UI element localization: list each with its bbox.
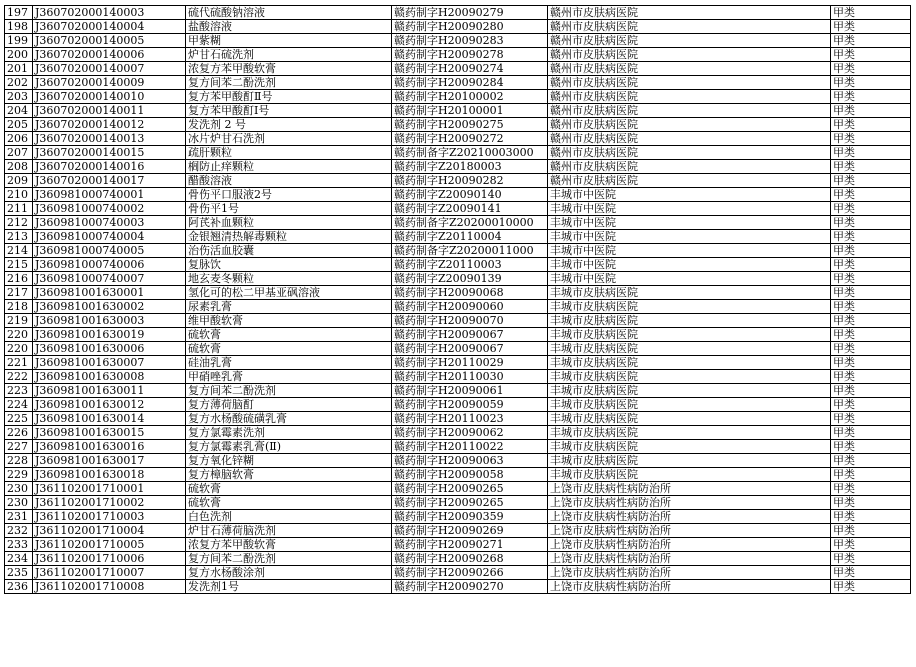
- approval-number-cell: 赣药制字H20090068: [392, 286, 548, 300]
- drug-name-cell: 地玄麦冬颗粒: [186, 272, 392, 286]
- approval-number-cell: 赣药制字H20090268: [392, 552, 548, 566]
- drug-name-cell: 甲紫糊: [186, 34, 392, 48]
- table-row: [5, 370, 911, 384]
- institution-cell: 丰城市皮肤病医院: [548, 314, 831, 328]
- table-row: [5, 258, 911, 272]
- table-row: [5, 34, 911, 48]
- approval-number-cell: 赣药制字H20100002: [392, 90, 548, 104]
- approval-number-cell: 赣药制字H20090059: [392, 398, 548, 412]
- row-number-cell: 234: [5, 552, 33, 566]
- approval-number-cell: 赣药制字H20090063: [392, 454, 548, 468]
- row-number-cell: 224: [5, 398, 33, 412]
- drug-name-cell: 骨伤平1号: [186, 202, 392, 216]
- approval-number-cell: 赣药制字H20090060: [392, 300, 548, 314]
- code-cell: J361102001710002: [33, 496, 186, 510]
- approval-number-cell: 赣药制字H20090359: [392, 510, 548, 524]
- institution-cell: 赣州市皮肤病医院: [548, 104, 831, 118]
- category-cell: 甲类: [831, 510, 911, 524]
- code-cell: J360981000740003: [33, 216, 186, 230]
- institution-cell: 丰城市皮肤病医院: [548, 398, 831, 412]
- drug-name-cell: 骨伤平口服液2号: [186, 188, 392, 202]
- category-cell: 甲类: [831, 482, 911, 496]
- drug-name-cell: 硫软膏: [186, 496, 392, 510]
- category-cell: 甲类: [831, 216, 911, 230]
- code-cell: J361102001710004: [33, 524, 186, 538]
- drug-name-cell: 硅油乳膏: [186, 356, 392, 370]
- row-number-cell: 225: [5, 412, 33, 426]
- category-cell: 甲类: [831, 426, 911, 440]
- drug-name-cell: 阿芪补血颗粒: [186, 216, 392, 230]
- drug-name-cell: 金银翘清热解毒颗粒: [186, 230, 392, 244]
- institution-cell: 上饶市皮肤病性病防治所: [548, 510, 831, 524]
- drug-name-cell: 复方苯甲酸酊Ⅱ号: [186, 90, 392, 104]
- table-row: [5, 454, 911, 468]
- code-cell: J360981001630008: [33, 370, 186, 384]
- institution-cell: 丰城市皮肤病医院: [548, 426, 831, 440]
- code-cell: J360702000140004: [33, 20, 186, 34]
- institution-cell: 丰城市皮肤病医院: [548, 286, 831, 300]
- row-number-cell: 233: [5, 538, 33, 552]
- drug-name-cell: 炉甘石硫洗剂: [186, 48, 392, 62]
- drug-name-cell: 醋酸溶液: [186, 174, 392, 188]
- institution-cell: 丰城市中医院: [548, 188, 831, 202]
- institution-cell: 赣州市皮肤病医院: [548, 90, 831, 104]
- row-number-cell: 214: [5, 244, 33, 258]
- drug-name-cell: 硫软膏: [186, 342, 392, 356]
- table-row: [5, 146, 911, 160]
- row-number-cell: 203: [5, 90, 33, 104]
- table-row: [5, 328, 911, 342]
- category-cell: 甲类: [831, 244, 911, 258]
- table-row: [5, 426, 911, 440]
- table-row: [5, 132, 911, 146]
- row-number-cell: 206: [5, 132, 33, 146]
- row-number-cell: 228: [5, 454, 33, 468]
- category-cell: 甲类: [831, 48, 911, 62]
- code-cell: J360702000140011: [33, 104, 186, 118]
- drug-name-cell: 白色洗剂: [186, 510, 392, 524]
- drug-name-cell: 复方氯霉素乳膏(Ⅱ): [186, 440, 392, 454]
- row-number-cell: 219: [5, 314, 33, 328]
- drug-list-table: [4, 5, 911, 594]
- approval-number-cell: 赣药制字H20090282: [392, 174, 548, 188]
- drug-name-cell: 硫代硫酸钠溶液: [186, 6, 392, 20]
- category-cell: 甲类: [831, 314, 911, 328]
- drug-name-cell: 尿素乳膏: [186, 300, 392, 314]
- category-cell: 甲类: [831, 258, 911, 272]
- code-cell: J360981001630012: [33, 398, 186, 412]
- category-cell: 甲类: [831, 454, 911, 468]
- approval-number-cell: 赣药制字H20090067: [392, 328, 548, 342]
- table-row: [5, 440, 911, 454]
- table-row: [5, 384, 911, 398]
- row-number-cell: 200: [5, 48, 33, 62]
- institution-cell: 赣州市皮肤病医院: [548, 20, 831, 34]
- drug-name-cell: 复方水杨酸硫磺乳膏: [186, 412, 392, 426]
- row-number-cell: 230: [5, 482, 33, 496]
- row-number-cell: 205: [5, 118, 33, 132]
- drug-name-cell: 复方薄荷脑酊: [186, 398, 392, 412]
- row-number-cell: 211: [5, 202, 33, 216]
- institution-cell: 丰城市皮肤病医院: [548, 468, 831, 482]
- code-cell: J360702000140006: [33, 48, 186, 62]
- approval-number-cell: 赣药制字H20090061: [392, 384, 548, 398]
- table-row: [5, 202, 911, 216]
- category-cell: 甲类: [831, 440, 911, 454]
- table-row: [5, 496, 911, 510]
- code-cell: J360981000740001: [33, 188, 186, 202]
- row-number-cell: 230: [5, 496, 33, 510]
- category-cell: 甲类: [831, 62, 911, 76]
- table-row: [5, 272, 911, 286]
- category-cell: 甲类: [831, 146, 911, 160]
- row-number-cell: 235: [5, 566, 33, 580]
- institution-cell: 赣州市皮肤病医院: [548, 76, 831, 90]
- table-row: [5, 356, 911, 370]
- category-cell: 甲类: [831, 272, 911, 286]
- category-cell: 甲类: [831, 188, 911, 202]
- table-row: [5, 62, 911, 76]
- category-cell: 甲类: [831, 90, 911, 104]
- code-cell: J360981000740005: [33, 244, 186, 258]
- drug-name-cell: 硫软膏: [186, 328, 392, 342]
- drug-name-cell: 复方氯霉素洗剂: [186, 426, 392, 440]
- code-cell: J361102001710006: [33, 552, 186, 566]
- table-row: [5, 104, 911, 118]
- row-number-cell: 198: [5, 20, 33, 34]
- table-row: [5, 20, 911, 34]
- institution-cell: 丰城市皮肤病医院: [548, 440, 831, 454]
- drug-name-cell: 维甲酸软膏: [186, 314, 392, 328]
- drug-name-cell: 复方氧化锌糊: [186, 454, 392, 468]
- approval-number-cell: 赣药制备字Z20210003000: [392, 146, 548, 160]
- code-cell: J360702000140017: [33, 174, 186, 188]
- row-number-cell: 236: [5, 580, 33, 594]
- approval-number-cell: 赣药制字H20090280: [392, 20, 548, 34]
- table-row: [5, 342, 911, 356]
- row-number-cell: 201: [5, 62, 33, 76]
- approval-number-cell: 赣药制字H20090278: [392, 48, 548, 62]
- drug-name-cell: 疏肝颗粒: [186, 146, 392, 160]
- category-cell: 甲类: [831, 566, 911, 580]
- code-cell: J360702000140013: [33, 132, 186, 146]
- institution-cell: 丰城市皮肤病医院: [548, 384, 831, 398]
- drug-name-cell: 浓复方苯甲酸软膏: [186, 62, 392, 76]
- drug-name-cell: 浓复方苯甲酸软膏: [186, 538, 392, 552]
- table-row: [5, 398, 911, 412]
- code-cell: J360702000140012: [33, 118, 186, 132]
- row-number-cell: 197: [5, 6, 33, 20]
- category-cell: 甲类: [831, 496, 911, 510]
- category-cell: 甲类: [831, 580, 911, 594]
- drug-name-cell: 盐酸溶液: [186, 20, 392, 34]
- category-cell: 甲类: [831, 104, 911, 118]
- drug-name-cell: 复方间苯二酚洗剂: [186, 76, 392, 90]
- approval-number-cell: 赣药制字H20090265: [392, 482, 548, 496]
- approval-number-cell: 赣药制字H20090266: [392, 566, 548, 580]
- approval-number-cell: 赣药制备字Z20200011000: [392, 244, 548, 258]
- approval-number-cell: 赣药制字H20090283: [392, 34, 548, 48]
- drug-name-cell: 氢化可的松二甲基亚砜溶液: [186, 286, 392, 300]
- code-cell: J360702000140016: [33, 160, 186, 174]
- code-cell: J360981001630011: [33, 384, 186, 398]
- code-cell: J360981001630014: [33, 412, 186, 426]
- institution-cell: 赣州市皮肤病医院: [548, 34, 831, 48]
- institution-cell: 上饶市皮肤病性病防治所: [548, 524, 831, 538]
- institution-cell: 上饶市皮肤病性病防治所: [548, 496, 831, 510]
- category-cell: 甲类: [831, 160, 911, 174]
- code-cell: J360981001630019: [33, 328, 186, 342]
- code-cell: J360702000140010: [33, 90, 186, 104]
- approval-number-cell: 赣药制字H20110029: [392, 356, 548, 370]
- drug-name-cell: 复脉饮: [186, 258, 392, 272]
- category-cell: 甲类: [831, 384, 911, 398]
- approval-number-cell: 赣药制字H20110022: [392, 440, 548, 454]
- code-cell: J360981001630018: [33, 468, 186, 482]
- approval-number-cell: 赣药制字Z20110003: [392, 258, 548, 272]
- table-body: [5, 6, 911, 594]
- table-row: [5, 552, 911, 566]
- drug-name-cell: 冰片炉甘石洗剂: [186, 132, 392, 146]
- code-cell: J360981000740006: [33, 258, 186, 272]
- table-row: [5, 6, 911, 20]
- approval-number-cell: 赣药制字H20110030: [392, 370, 548, 384]
- table-row: [5, 230, 911, 244]
- institution-cell: 赣州市皮肤病医院: [548, 132, 831, 146]
- approval-number-cell: 赣药制字H20090279: [392, 6, 548, 20]
- category-cell: 甲类: [831, 202, 911, 216]
- row-number-cell: 222: [5, 370, 33, 384]
- category-cell: 甲类: [831, 552, 911, 566]
- table-row: [5, 244, 911, 258]
- approval-number-cell: 赣药制字Z20180003: [392, 160, 548, 174]
- approval-number-cell: 赣药制字H20090284: [392, 76, 548, 90]
- drug-name-cell: 复方间苯二酚洗剂: [186, 384, 392, 398]
- drug-name-cell: 复方间苯二酚洗剂: [186, 552, 392, 566]
- row-number-cell: 207: [5, 146, 33, 160]
- category-cell: 甲类: [831, 370, 911, 384]
- institution-cell: 丰城市中医院: [548, 202, 831, 216]
- approval-number-cell: 赣药制字H20090271: [392, 538, 548, 552]
- drug-name-cell: 发洗剂 2 号: [186, 118, 392, 132]
- drug-name-cell: 复方水杨酸涂剂: [186, 566, 392, 580]
- institution-cell: 丰城市中医院: [548, 244, 831, 258]
- approval-number-cell: 赣药制字H20100001: [392, 104, 548, 118]
- institution-cell: 丰城市中医院: [548, 230, 831, 244]
- code-cell: J361102001710008: [33, 580, 186, 594]
- category-cell: 甲类: [831, 34, 911, 48]
- institution-cell: 丰城市中医院: [548, 272, 831, 286]
- code-cell: J360981001630017: [33, 454, 186, 468]
- table-row: [5, 160, 911, 174]
- table-row: [5, 188, 911, 202]
- drug-name-cell: 榈防止痒颗粒: [186, 160, 392, 174]
- table-row: [5, 580, 911, 594]
- row-number-cell: 212: [5, 216, 33, 230]
- approval-number-cell: 赣药制字H20090274: [392, 62, 548, 76]
- code-cell: J360981000740007: [33, 272, 186, 286]
- table-row: [5, 412, 911, 426]
- institution-cell: 赣州市皮肤病医院: [548, 174, 831, 188]
- code-cell: J360702000140007: [33, 62, 186, 76]
- institution-cell: 丰城市皮肤病医院: [548, 328, 831, 342]
- code-cell: J360702000140003: [33, 6, 186, 20]
- institution-cell: 上饶市皮肤病性病防治所: [548, 552, 831, 566]
- approval-number-cell: 赣药制字H20090070: [392, 314, 548, 328]
- institution-cell: 丰城市中医院: [548, 216, 831, 230]
- row-number-cell: 217: [5, 286, 33, 300]
- row-number-cell: 229: [5, 468, 33, 482]
- table-row: [5, 174, 911, 188]
- institution-cell: 上饶市皮肤病性病防治所: [548, 538, 831, 552]
- category-cell: 甲类: [831, 76, 911, 90]
- table-row: [5, 468, 911, 482]
- row-number-cell: 215: [5, 258, 33, 272]
- row-number-cell: 220: [5, 342, 33, 356]
- drug-name-cell: 炉甘石薄荷脑洗剂: [186, 524, 392, 538]
- table-row: [5, 216, 911, 230]
- table-row: [5, 482, 911, 496]
- drug-name-cell: 甲硝唑乳膏: [186, 370, 392, 384]
- code-cell: J360981001630001: [33, 286, 186, 300]
- code-cell: J361102001710003: [33, 510, 186, 524]
- institution-cell: 丰城市中医院: [548, 258, 831, 272]
- table-row: [5, 286, 911, 300]
- category-cell: 甲类: [831, 468, 911, 482]
- institution-cell: 丰城市皮肤病医院: [548, 300, 831, 314]
- code-cell: J360981001630007: [33, 356, 186, 370]
- institution-cell: 丰城市皮肤病医院: [548, 356, 831, 370]
- institution-cell: 赣州市皮肤病医院: [548, 146, 831, 160]
- approval-number-cell: 赣药制字Z20090139: [392, 272, 548, 286]
- code-cell: J360981001630003: [33, 314, 186, 328]
- code-cell: J360981001630002: [33, 300, 186, 314]
- category-cell: 甲类: [831, 6, 911, 20]
- table-row: [5, 90, 911, 104]
- institution-cell: 丰城市皮肤病医院: [548, 370, 831, 384]
- approval-number-cell: 赣药制字H20090067: [392, 342, 548, 356]
- category-cell: 甲类: [831, 524, 911, 538]
- row-number-cell: 213: [5, 230, 33, 244]
- category-cell: 甲类: [831, 300, 911, 314]
- approval-number-cell: 赣药制字H20090062: [392, 426, 548, 440]
- institution-cell: 丰城市皮肤病医院: [548, 412, 831, 426]
- row-number-cell: 221: [5, 356, 33, 370]
- row-number-cell: 226: [5, 426, 33, 440]
- approval-number-cell: 赣药制字H20090272: [392, 132, 548, 146]
- institution-cell: 赣州市皮肤病医院: [548, 6, 831, 20]
- row-number-cell: 208: [5, 160, 33, 174]
- institution-cell: 上饶市皮肤病性病防治所: [548, 482, 831, 496]
- category-cell: 甲类: [831, 412, 911, 426]
- code-cell: J360981001630015: [33, 426, 186, 440]
- row-number-cell: 218: [5, 300, 33, 314]
- code-cell: J361102001710007: [33, 566, 186, 580]
- institution-cell: 赣州市皮肤病医院: [548, 62, 831, 76]
- row-number-cell: 204: [5, 104, 33, 118]
- table-row: [5, 300, 911, 314]
- row-number-cell: 202: [5, 76, 33, 90]
- table-row: [5, 566, 911, 580]
- code-cell: J360981001630006: [33, 342, 186, 356]
- drug-name-cell: 硫软膏: [186, 482, 392, 496]
- drug-name-cell: 治伤活血胶囊: [186, 244, 392, 258]
- code-cell: J361102001710001: [33, 482, 186, 496]
- approval-number-cell: 赣药制备字Z20200010000: [392, 216, 548, 230]
- institution-cell: 丰城市皮肤病医院: [548, 342, 831, 356]
- category-cell: 甲类: [831, 538, 911, 552]
- row-number-cell: 209: [5, 174, 33, 188]
- institution-cell: 赣州市皮肤病医院: [548, 48, 831, 62]
- category-cell: 甲类: [831, 398, 911, 412]
- row-number-cell: 223: [5, 384, 33, 398]
- category-cell: 甲类: [831, 118, 911, 132]
- row-number-cell: 199: [5, 34, 33, 48]
- institution-cell: 赣州市皮肤病医院: [548, 160, 831, 174]
- category-cell: 甲类: [831, 342, 911, 356]
- code-cell: J360981000740004: [33, 230, 186, 244]
- institution-cell: 丰城市皮肤病医院: [548, 454, 831, 468]
- approval-number-cell: 赣药制字H20090058: [392, 468, 548, 482]
- table-row: [5, 510, 911, 524]
- table-row: [5, 48, 911, 62]
- approval-number-cell: 赣药制字H20110023: [392, 412, 548, 426]
- code-cell: J361102001710005: [33, 538, 186, 552]
- drug-name-cell: 复方樟脑软膏: [186, 468, 392, 482]
- row-number-cell: 210: [5, 188, 33, 202]
- institution-cell: 赣州市皮肤病医院: [548, 118, 831, 132]
- code-cell: J360981000740002: [33, 202, 186, 216]
- approval-number-cell: 赣药制字H20090269: [392, 524, 548, 538]
- approval-number-cell: 赣药制字H20090270: [392, 580, 548, 594]
- approval-number-cell: 赣药制字Z20110004: [392, 230, 548, 244]
- row-number-cell: 232: [5, 524, 33, 538]
- category-cell: 甲类: [831, 132, 911, 146]
- code-cell: J360702000140005: [33, 34, 186, 48]
- table-row: [5, 538, 911, 552]
- approval-number-cell: 赣药制字H20090275: [392, 118, 548, 132]
- table-row: [5, 524, 911, 538]
- category-cell: 甲类: [831, 174, 911, 188]
- category-cell: 甲类: [831, 286, 911, 300]
- table-row: [5, 118, 911, 132]
- category-cell: 甲类: [831, 328, 911, 342]
- institution-cell: 上饶市皮肤病性病防治所: [548, 580, 831, 594]
- row-number-cell: 220: [5, 328, 33, 342]
- approval-number-cell: 赣药制字Z20090140: [392, 188, 548, 202]
- table-row: [5, 314, 911, 328]
- row-number-cell: 227: [5, 440, 33, 454]
- row-number-cell: 231: [5, 510, 33, 524]
- code-cell: J360981001630016: [33, 440, 186, 454]
- category-cell: 甲类: [831, 20, 911, 34]
- drug-name-cell: 发洗剂1号: [186, 580, 392, 594]
- approval-number-cell: 赣药制字H20090265: [392, 496, 548, 510]
- institution-cell: 上饶市皮肤病性病防治所: [548, 566, 831, 580]
- category-cell: 甲类: [831, 356, 911, 370]
- table-row: [5, 76, 911, 90]
- row-number-cell: 216: [5, 272, 33, 286]
- approval-number-cell: 赣药制字Z20090141: [392, 202, 548, 216]
- code-cell: J360702000140015: [33, 146, 186, 160]
- code-cell: J360702000140009: [33, 76, 186, 90]
- category-cell: 甲类: [831, 230, 911, 244]
- drug-name-cell: 复方苯甲酸酊Ⅰ号: [186, 104, 392, 118]
